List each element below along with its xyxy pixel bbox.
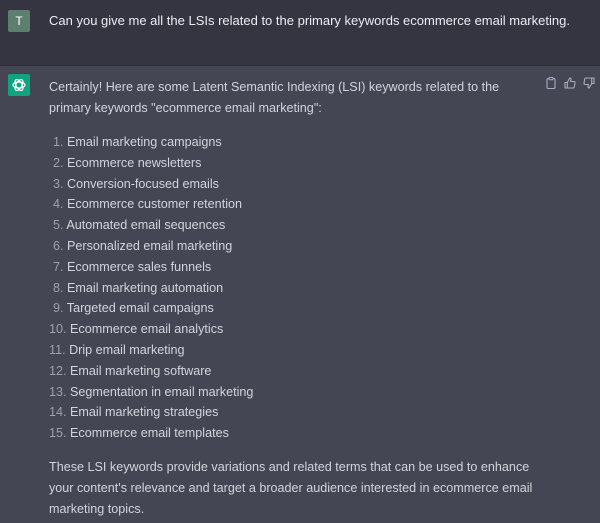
list-item-text: Segmentation in email marketing: [70, 384, 254, 399]
list-item: [49, 215, 253, 236]
user-avatar: T: [8, 10, 30, 32]
list-item-text: Automated email sequences: [66, 218, 226, 233]
openai-logo-icon: [8, 74, 30, 96]
list-item-number: 8.: [53, 280, 64, 295]
list-item-number: 4.: [53, 197, 64, 212]
list-item-text: Email marketing strategies: [70, 405, 219, 420]
thumbs-down-icon[interactable]: [582, 76, 596, 90]
list-item-text: Ecommerce newsletters: [67, 155, 202, 170]
list-item: [49, 382, 253, 403]
thumbs-up-icon[interactable]: [563, 76, 577, 90]
list-item: [49, 423, 253, 444]
list-item: [49, 361, 253, 382]
list-item-number: 7.: [53, 259, 64, 274]
list-item-text: Targeted email campaigns: [66, 301, 214, 316]
list-item-number: 1.: [53, 135, 64, 149]
list-item-number: 11.: [49, 342, 66, 357]
list-item-text: Email marketing automation: [67, 280, 224, 295]
list-item-text: Ecommerce email analytics: [70, 322, 224, 337]
list-item: [49, 257, 253, 278]
list-item: [49, 319, 253, 340]
user-message: [0, 0, 600, 66]
list-item-text: Ecommerce email templates: [70, 426, 229, 441]
user-message-text: Can you give me all the LSIs related to the primary keywords ecommerce email marketing.: [49, 13, 570, 28]
list-item: [49, 132, 253, 153]
list-item-text: Drip email marketing: [69, 342, 185, 357]
list-item-number: 14.: [49, 405, 67, 420]
list-item: [49, 278, 253, 299]
list-item: [49, 340, 253, 361]
list-item: [49, 236, 253, 257]
list-item-number: 10.: [49, 322, 67, 337]
list-item: [49, 174, 253, 195]
assistant-message: [0, 66, 600, 523]
list-item-number: 9.: [53, 301, 64, 316]
list-item: [49, 402, 253, 423]
list-item-number: 15.: [49, 426, 67, 441]
list-item-text: Ecommerce sales funnels: [67, 259, 212, 274]
message-actions: [544, 76, 596, 90]
list-item-number: 6.: [53, 238, 64, 253]
list-item: [49, 194, 253, 215]
list-item-text: Email marketing campaigns: [67, 135, 222, 149]
list-item-text: Conversion-focused emails: [67, 176, 219, 191]
list-item-number: 13.: [49, 384, 67, 399]
lsi-keyword-list: [49, 132, 253, 444]
list-item-text: Ecommerce customer retention: [67, 197, 242, 212]
list-item-number: 2.: [53, 155, 64, 170]
list-item-number: 12.: [49, 363, 67, 378]
assistant-outro-text: These LSI keywords provide variations and related terms that can be used to enhance your content's relevance and target a broader audience interested in ecommerce email marketing topics.: [49, 460, 533, 516]
assistant-intro-text: Certainly! Here are some Latent Semantic Indexing (LSI) keywords related to the primary keywords "ecommerce email marketing":: [49, 80, 500, 115]
list-item-number: 3.: [53, 176, 64, 191]
list-item: [49, 153, 253, 174]
list-item-text: Email marketing software: [70, 363, 212, 378]
list-item: [49, 298, 253, 319]
list-item-text: Personalized email marketing: [67, 238, 233, 253]
copy-icon[interactable]: [544, 76, 558, 90]
list-item-number: 5.: [53, 218, 64, 233]
